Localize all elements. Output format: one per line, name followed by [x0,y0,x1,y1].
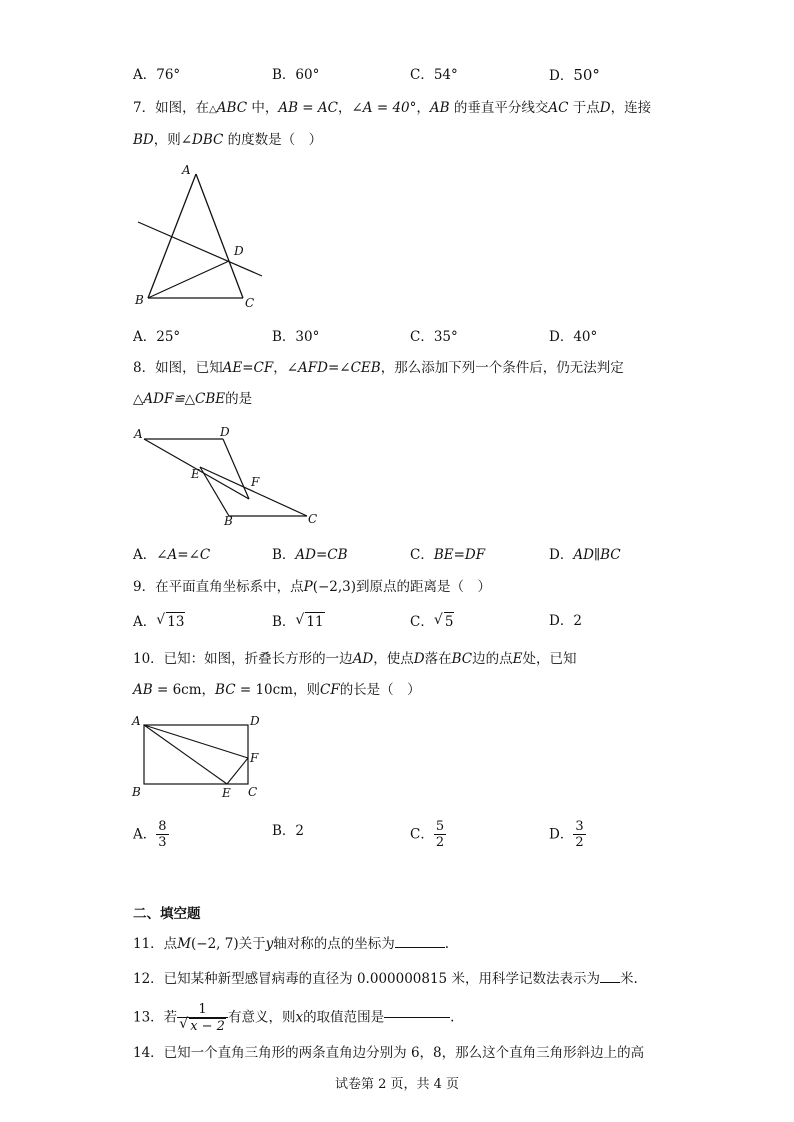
q8-option-c: C．BE=DF [410,547,486,563]
answer-blank[interactable] [395,947,445,948]
q9-option-d: D．2 [549,613,582,629]
label-c: C [248,785,258,799]
q9-option-b: B． √ 11 [272,612,324,630]
q9-option-c: C． √ 5 [410,612,454,630]
label-c: C [308,512,318,526]
q10-option-c: C． $\frac{5}{2}$ [410,819,445,850]
q7-option-a: A．25° [133,329,181,345]
answer-blank[interactable] [600,982,620,983]
label-b: B [224,514,233,528]
q11-stem: 11．点M(−2, 7)关于y轴对称的点的坐标为 . [133,936,450,952]
label-d: D [220,425,230,439]
q7-triangle-figure [130,160,280,315]
label-d: D [250,714,260,728]
label-b: B [132,785,141,799]
section-heading-fill-in: 二、填空题 [133,906,201,922]
label-c: C [245,296,255,310]
q8-option-a: A．∠A=∠C [133,547,211,563]
q7-stem-line1: 7．如图，在△ABC 中，AB = AC，∠A = 40°，AB 的垂直平分线交AC 于点D，连接 [133,100,652,116]
q7-stem-line2: BD，则∠DBC 的度数是（ ） [133,132,323,148]
label-a: A [132,714,141,728]
q13-stem: 13．若 1 √ x − 2 有意义，则x的取值范围是 . [133,1001,455,1034]
q10-option-d: D． $\frac{3}{2}$ [549,819,584,850]
page-footer: 试卷第 2 页，共 4 页 [334,1077,460,1092]
q12-stem: 12．已知某种新型感冒病毒的直径为 0.000000815 米，用科学记数法表示为 米. [133,971,638,987]
q7-option-c: C．35° [410,329,458,345]
q9-stem: 9．在平面直角坐标系中，点P(−2,3)到原点的距离是（ ） [133,579,492,595]
q10-rectangle-figure [130,712,270,802]
q10-stem-line2: AB = 6cm，BC = 10cm，则CF的长是（ ） [133,682,421,698]
q10-stem-line1: 10．已知：如图，折叠长方形的一边AD，使点D落在BC边的点E处，已知 [133,651,577,667]
label-f: F [250,751,259,765]
q6-option-b: B．60° [272,67,320,83]
q8-option-d: D．AD∥BC [549,547,621,563]
label-f: F [251,475,260,489]
q10-option-b: B．2 [272,823,305,839]
q8-stem-line2: △ADF≌△CBE的是 [133,391,253,407]
q8-parallelogram-figure [130,420,330,530]
q7-option-b: B．30° [272,329,320,345]
q9-option-a: A． √ 13 [133,612,185,630]
label-d: D [234,244,244,258]
label-b: B [135,293,144,307]
q6-option-a: A．76° [133,67,181,83]
q8-stem-line1: 8．如图，已知AE=CF，∠AFD=∠CEB，那么添加下列一个条件后，仍无法判定 [133,360,624,376]
label-a: A [182,163,191,177]
label-a: A [134,427,143,441]
q8-option-b: B．AD=CB [272,547,348,563]
q10-option-a: A． $\frac{8}{3}$ [133,819,167,850]
answer-blank[interactable] [384,1017,450,1018]
q6-option-c: C．54° [410,67,458,83]
q6-option-d: D．50° [549,66,600,84]
label-e: E [222,786,231,800]
q7-option-d: D．40° [549,329,598,345]
label-e: E [191,467,200,481]
q14-stem: 14．已知一个直角三角形的两条直角边分别为 6，8，那么这个直角三角形斜边上的高 [133,1045,645,1061]
